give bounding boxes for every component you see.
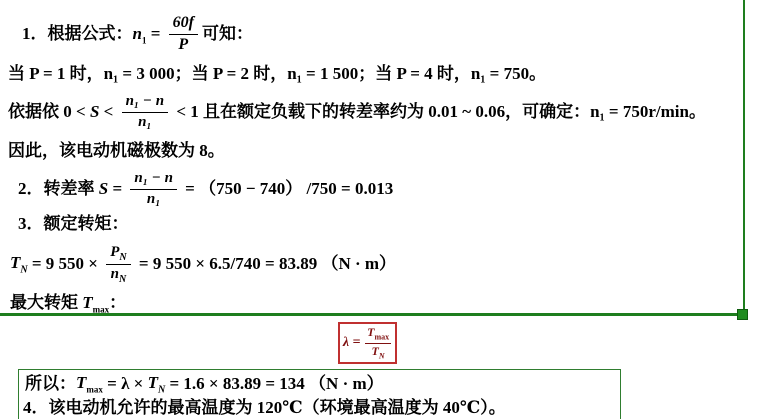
result-value: = 1.6 × 83.89 = 134 （N · m） <box>165 373 384 393</box>
TN-variable: $T_N$ <box>147 372 166 396</box>
line4-text: 因此，该电动机磁极数为 8。 <box>8 141 225 160</box>
equals-sign: = <box>349 335 365 350</box>
S-variable: S <box>89 102 100 121</box>
formula-line-3 <box>8 88 706 136</box>
formula-line-4 <box>8 139 225 163</box>
formula-line-1 <box>22 10 253 58</box>
line1-prefix: 1．根据公式： <box>22 24 133 43</box>
temperature-text: 4．该电动机允许的最高温度为 120℃（环境最高温度为 40℃）。 <box>23 397 506 417</box>
lambda-formula-box[interactable] <box>338 322 397 364</box>
TN-variable: $T_N$ <box>10 253 28 276</box>
fraction-slip: $\frac{\text{n₁ − n}}{\text{n₁}}$ <box>122 93 169 131</box>
line5-result: = （750 − 740） /750 = 0.013 <box>180 179 394 198</box>
fraction-60f-P: $\frac{60f}{P}$ <box>169 14 198 54</box>
equals-sign: = <box>108 179 127 198</box>
n1-variable: $n_1$ <box>132 23 147 46</box>
formula-line-2 <box>8 62 546 86</box>
less-than: < <box>99 102 118 121</box>
Tmax-variable: $T_{max}$ <box>82 292 110 315</box>
equals-sign: = <box>146 24 165 43</box>
line2-text: 当 P = 1 时，n₁ = 3 000；当 P = 2 时，n₁ = 1 500；当 P = 4 时，n₁ = 750。 <box>8 64 547 83</box>
result-line-2 <box>23 396 506 419</box>
Tmax-variable: $T_{max}$ <box>76 373 103 395</box>
lambda-product: = λ × <box>102 373 148 393</box>
formula-line-5 <box>18 165 393 213</box>
line6-text: 3．额定转矩： <box>18 214 129 233</box>
formula-line-7 <box>10 238 396 290</box>
torque-factor: = 9 550 × <box>27 254 103 273</box>
result-prefix: 所以： <box>25 373 76 393</box>
lambda-symbol: λ <box>342 335 350 350</box>
formula-line-6 <box>18 212 129 236</box>
result-line-1 <box>25 372 384 395</box>
colon: ： <box>109 293 127 312</box>
S-variable: S <box>98 179 109 198</box>
line7-result: = 9 550 × 6.5/740 = 83.89 （N · m） <box>134 254 397 273</box>
fraction-Tmax-TN: $\frac{T_{max}}{T_N}$ <box>367 325 390 360</box>
line3-suffix: < 1 且在额定负载下的转差率约为 0.01 ~ 0.06，可确定：n₁ = 750r/min。 <box>172 102 706 121</box>
fraction-slip: $\frac{\text{n₁ − n}}{\text{n₁}}$ <box>130 170 177 208</box>
result-textbox[interactable] <box>18 369 621 419</box>
fraction-PN-nN: $\frac{P_N}{n_N}$ <box>106 244 130 285</box>
line8-prefix: 最大转矩 <box>10 293 83 312</box>
resize-handle[interactable] <box>737 309 748 320</box>
line3-prefix: 依据依 0 < <box>8 102 90 121</box>
line5-prefix: 2．转差率 <box>18 179 99 198</box>
line1-suffix: 可知： <box>201 24 253 43</box>
formula-line-8 <box>10 291 126 315</box>
